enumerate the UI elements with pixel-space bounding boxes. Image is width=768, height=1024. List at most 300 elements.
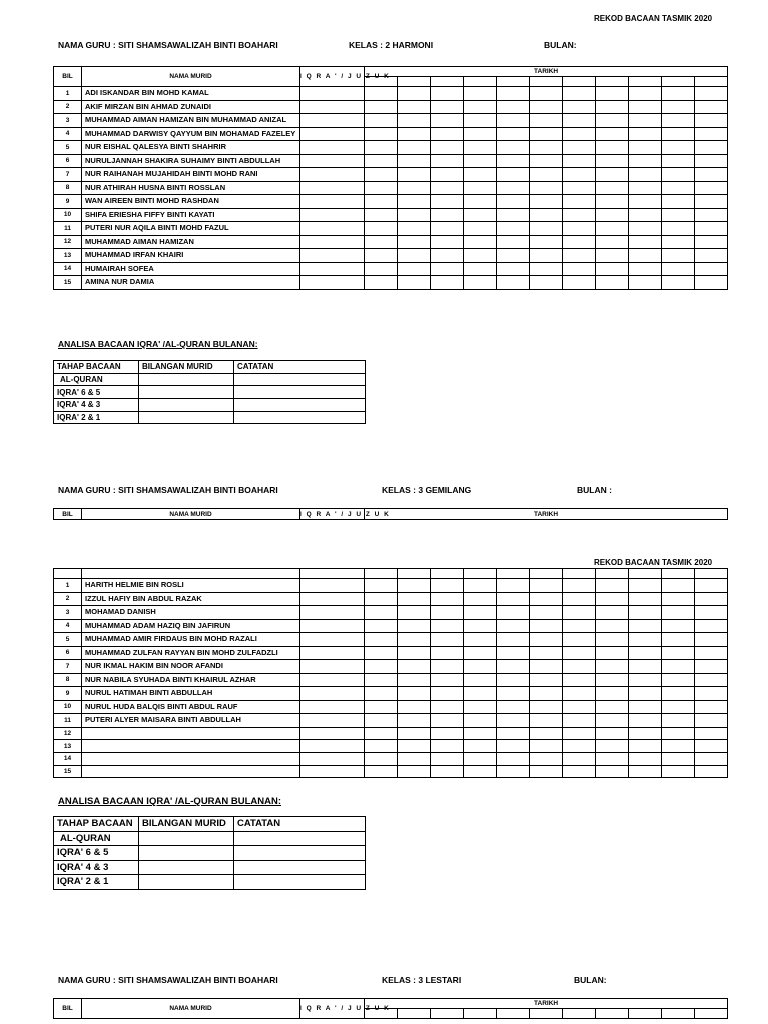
date-cell[interactable] (563, 660, 596, 674)
date-cell[interactable] (695, 276, 728, 290)
count-cell[interactable] (139, 846, 234, 861)
date-cell[interactable] (464, 262, 497, 276)
date-cell[interactable] (695, 660, 728, 674)
date-cell[interactable] (431, 592, 464, 606)
date-cell[interactable] (464, 687, 497, 701)
date-cell[interactable] (563, 752, 596, 765)
date-cell[interactable] (695, 222, 728, 236)
date-cell[interactable] (629, 1009, 662, 1019)
date-cell[interactable] (464, 727, 497, 740)
date-cell[interactable] (596, 262, 629, 276)
count-cell[interactable] (139, 373, 234, 386)
iqra-cell[interactable] (300, 727, 365, 740)
date-cell[interactable] (629, 646, 662, 660)
date-cell[interactable] (596, 154, 629, 168)
date-cell[interactable] (464, 700, 497, 714)
date-cell[interactable] (398, 127, 431, 141)
date-cell[interactable] (629, 168, 662, 182)
date-cell[interactable] (497, 740, 530, 753)
date-cell[interactable] (497, 687, 530, 701)
date-cell[interactable] (596, 249, 629, 263)
date-cell[interactable] (365, 127, 398, 141)
date-cell[interactable] (629, 619, 662, 633)
date-cell[interactable] (596, 87, 629, 101)
date-cell[interactable] (695, 208, 728, 222)
date-cell[interactable] (662, 154, 695, 168)
date-cell[interactable] (497, 249, 530, 263)
date-cell[interactable] (497, 633, 530, 647)
date-cell[interactable] (398, 77, 431, 87)
date-cell[interactable] (662, 276, 695, 290)
date-cell[interactable] (497, 569, 530, 579)
date-cell[interactable] (365, 222, 398, 236)
date-cell[interactable] (431, 222, 464, 236)
iqra-cell[interactable] (300, 195, 365, 209)
date-cell[interactable] (497, 765, 530, 778)
count-cell[interactable] (139, 860, 234, 875)
date-cell[interactable] (563, 1009, 596, 1019)
date-cell[interactable] (662, 100, 695, 114)
date-cell[interactable] (596, 633, 629, 647)
date-cell[interactable] (365, 592, 398, 606)
date-cell[interactable] (563, 646, 596, 660)
date-cell[interactable] (530, 687, 563, 701)
date-cell[interactable] (398, 195, 431, 209)
notes-cell[interactable] (234, 875, 366, 890)
date-cell[interactable] (431, 154, 464, 168)
iqra-cell[interactable] (300, 181, 365, 195)
date-cell[interactable] (497, 208, 530, 222)
date-cell[interactable] (662, 181, 695, 195)
iqra-cell[interactable] (300, 235, 365, 249)
date-cell[interactable] (629, 249, 662, 263)
date-cell[interactable] (695, 1009, 728, 1019)
date-cell[interactable] (398, 208, 431, 222)
date-cell[interactable] (629, 154, 662, 168)
notes-cell[interactable] (234, 373, 366, 386)
count-cell[interactable] (139, 386, 234, 399)
date-cell[interactable] (365, 141, 398, 155)
date-cell[interactable] (629, 673, 662, 687)
iqra-cell[interactable] (300, 633, 365, 647)
date-cell[interactable] (563, 619, 596, 633)
date-cell[interactable] (398, 87, 431, 101)
date-cell[interactable] (365, 579, 398, 593)
date-cell[interactable] (530, 127, 563, 141)
date-cell[interactable] (662, 660, 695, 674)
date-cell[interactable] (365, 569, 398, 579)
date-cell[interactable] (596, 592, 629, 606)
iqra-cell[interactable] (300, 87, 365, 101)
date-cell[interactable] (431, 633, 464, 647)
date-cell[interactable] (464, 579, 497, 593)
date-cell[interactable] (365, 752, 398, 765)
date-cell[interactable] (563, 673, 596, 687)
date-cell[interactable] (464, 77, 497, 87)
date-cell[interactable] (662, 619, 695, 633)
date-cell[interactable] (596, 687, 629, 701)
date-cell[interactable] (398, 181, 431, 195)
date-cell[interactable] (596, 619, 629, 633)
date-cell[interactable] (398, 249, 431, 263)
date-cell[interactable] (695, 141, 728, 155)
date-cell[interactable] (695, 687, 728, 701)
date-cell[interactable] (629, 752, 662, 765)
date-cell[interactable] (365, 181, 398, 195)
date-cell[interactable] (563, 77, 596, 87)
date-cell[interactable] (629, 727, 662, 740)
date-cell[interactable] (695, 87, 728, 101)
date-cell[interactable] (563, 740, 596, 753)
date-cell[interactable] (662, 235, 695, 249)
date-cell[interactable] (365, 740, 398, 753)
date-cell[interactable] (695, 127, 728, 141)
date-cell[interactable] (530, 222, 563, 236)
date-cell[interactable] (530, 592, 563, 606)
date-cell[interactable] (464, 154, 497, 168)
date-cell[interactable] (662, 700, 695, 714)
date-cell[interactable] (596, 606, 629, 620)
date-cell[interactable] (695, 592, 728, 606)
date-cell[interactable] (398, 727, 431, 740)
date-cell[interactable] (497, 592, 530, 606)
date-cell[interactable] (695, 262, 728, 276)
date-cell[interactable] (563, 606, 596, 620)
iqra-cell[interactable] (300, 114, 365, 128)
date-cell[interactable] (464, 765, 497, 778)
date-cell[interactable] (662, 1009, 695, 1019)
date-cell[interactable] (530, 114, 563, 128)
date-cell[interactable] (464, 141, 497, 155)
date-cell[interactable] (563, 765, 596, 778)
date-cell[interactable] (365, 673, 398, 687)
date-cell[interactable] (398, 700, 431, 714)
date-cell[interactable] (398, 687, 431, 701)
date-cell[interactable] (629, 569, 662, 579)
date-cell[interactable] (431, 1009, 464, 1019)
date-cell[interactable] (563, 276, 596, 290)
date-cell[interactable] (662, 222, 695, 236)
date-cell[interactable] (464, 673, 497, 687)
date-cell[interactable] (629, 276, 662, 290)
date-cell[interactable] (662, 606, 695, 620)
date-cell[interactable] (497, 1009, 530, 1019)
date-cell[interactable] (662, 208, 695, 222)
date-cell[interactable] (596, 765, 629, 778)
date-cell[interactable] (596, 168, 629, 182)
date-cell[interactable] (431, 276, 464, 290)
iqra-cell[interactable] (300, 660, 365, 674)
date-cell[interactable] (563, 87, 596, 101)
date-cell[interactable] (563, 222, 596, 236)
date-cell[interactable] (563, 249, 596, 263)
date-cell[interactable] (431, 765, 464, 778)
date-cell[interactable] (464, 249, 497, 263)
date-cell[interactable] (497, 262, 530, 276)
date-cell[interactable] (629, 208, 662, 222)
date-cell[interactable] (563, 100, 596, 114)
date-cell[interactable] (563, 633, 596, 647)
date-cell[interactable] (662, 765, 695, 778)
date-cell[interactable] (464, 606, 497, 620)
date-cell[interactable] (662, 87, 695, 101)
date-cell[interactable] (629, 77, 662, 87)
date-cell[interactable] (464, 752, 497, 765)
date-cell[interactable] (563, 181, 596, 195)
date-cell[interactable] (596, 127, 629, 141)
date-cell[interactable] (464, 646, 497, 660)
date-cell[interactable] (497, 77, 530, 87)
date-cell[interactable] (497, 727, 530, 740)
date-cell[interactable] (530, 660, 563, 674)
date-cell[interactable] (398, 714, 431, 728)
notes-cell[interactable] (234, 831, 366, 846)
date-cell[interactable] (662, 579, 695, 593)
date-cell[interactable] (464, 181, 497, 195)
date-cell[interactable] (464, 714, 497, 728)
date-cell[interactable] (662, 262, 695, 276)
date-cell[interactable] (398, 262, 431, 276)
date-cell[interactable] (662, 727, 695, 740)
date-cell[interactable] (365, 727, 398, 740)
date-cell[interactable] (365, 154, 398, 168)
date-cell[interactable] (398, 235, 431, 249)
date-cell[interactable] (365, 249, 398, 263)
date-cell[interactable] (398, 740, 431, 753)
date-cell[interactable] (398, 154, 431, 168)
date-cell[interactable] (695, 195, 728, 209)
date-cell[interactable] (398, 1009, 431, 1019)
date-cell[interactable] (662, 714, 695, 728)
date-cell[interactable] (530, 276, 563, 290)
date-cell[interactable] (695, 714, 728, 728)
date-cell[interactable] (365, 646, 398, 660)
date-cell[interactable] (530, 752, 563, 765)
date-cell[interactable] (464, 114, 497, 128)
date-cell[interactable] (464, 592, 497, 606)
date-cell[interactable] (365, 235, 398, 249)
date-cell[interactable] (563, 714, 596, 728)
date-cell[interactable] (398, 579, 431, 593)
notes-cell[interactable] (234, 399, 366, 412)
date-cell[interactable] (629, 195, 662, 209)
date-cell[interactable] (365, 633, 398, 647)
date-cell[interactable] (431, 619, 464, 633)
date-cell[interactable] (695, 606, 728, 620)
date-cell[interactable] (497, 700, 530, 714)
date-cell[interactable] (365, 208, 398, 222)
date-cell[interactable] (662, 77, 695, 87)
date-cell[interactable] (398, 569, 431, 579)
date-cell[interactable] (497, 646, 530, 660)
date-cell[interactable] (497, 100, 530, 114)
date-cell[interactable] (530, 249, 563, 263)
date-cell[interactable] (431, 114, 464, 128)
date-cell[interactable] (464, 1009, 497, 1019)
date-cell[interactable] (497, 619, 530, 633)
date-cell[interactable] (596, 673, 629, 687)
iqra-cell[interactable] (300, 687, 365, 701)
date-cell[interactable] (530, 262, 563, 276)
date-cell[interactable] (398, 168, 431, 182)
date-cell[interactable] (398, 276, 431, 290)
date-cell[interactable] (530, 1009, 563, 1019)
date-cell[interactable] (662, 249, 695, 263)
date-cell[interactable] (629, 714, 662, 728)
date-cell[interactable] (431, 77, 464, 87)
date-cell[interactable] (398, 222, 431, 236)
date-cell[interactable] (365, 660, 398, 674)
iqra-cell[interactable] (300, 606, 365, 620)
date-cell[interactable] (563, 700, 596, 714)
date-cell[interactable] (398, 765, 431, 778)
date-cell[interactable] (629, 740, 662, 753)
date-cell[interactable] (662, 114, 695, 128)
date-cell[interactable] (563, 127, 596, 141)
date-cell[interactable] (365, 87, 398, 101)
date-cell[interactable] (596, 569, 629, 579)
notes-cell[interactable] (234, 860, 366, 875)
date-cell[interactable] (530, 100, 563, 114)
date-cell[interactable] (662, 168, 695, 182)
date-cell[interactable] (695, 569, 728, 579)
date-cell[interactable] (398, 646, 431, 660)
date-cell[interactable] (431, 752, 464, 765)
iqra-cell[interactable] (300, 208, 365, 222)
date-cell[interactable] (497, 87, 530, 101)
date-cell[interactable] (365, 276, 398, 290)
date-cell[interactable] (431, 727, 464, 740)
date-cell[interactable] (596, 276, 629, 290)
date-cell[interactable] (662, 752, 695, 765)
date-cell[interactable] (596, 579, 629, 593)
iqra-cell[interactable] (300, 154, 365, 168)
date-cell[interactable] (563, 727, 596, 740)
notes-cell[interactable] (234, 386, 366, 399)
date-cell[interactable] (530, 154, 563, 168)
date-cell[interactable] (530, 569, 563, 579)
date-cell[interactable] (497, 195, 530, 209)
notes-cell[interactable] (234, 846, 366, 861)
notes-cell[interactable] (234, 411, 366, 424)
date-cell[interactable] (464, 127, 497, 141)
date-cell[interactable] (629, 114, 662, 128)
date-cell[interactable] (563, 208, 596, 222)
date-cell[interactable] (596, 660, 629, 674)
date-cell[interactable] (497, 579, 530, 593)
date-cell[interactable] (365, 262, 398, 276)
date-cell[interactable] (629, 765, 662, 778)
date-cell[interactable] (596, 77, 629, 87)
date-cell[interactable] (596, 1009, 629, 1019)
date-cell[interactable] (464, 660, 497, 674)
date-cell[interactable] (530, 168, 563, 182)
date-cell[interactable] (629, 700, 662, 714)
date-cell[interactable] (398, 619, 431, 633)
date-cell[interactable] (695, 181, 728, 195)
date-cell[interactable] (629, 100, 662, 114)
date-cell[interactable] (431, 579, 464, 593)
date-cell[interactable] (365, 700, 398, 714)
date-cell[interactable] (695, 752, 728, 765)
date-cell[interactable] (431, 127, 464, 141)
date-cell[interactable] (695, 765, 728, 778)
count-cell[interactable] (139, 399, 234, 412)
iqra-cell[interactable] (300, 752, 365, 765)
date-cell[interactable] (563, 168, 596, 182)
iqra-cell[interactable] (300, 765, 365, 778)
date-cell[interactable] (431, 646, 464, 660)
date-cell[interactable] (365, 619, 398, 633)
date-cell[interactable] (530, 633, 563, 647)
iqra-cell[interactable] (300, 700, 365, 714)
date-cell[interactable] (398, 606, 431, 620)
date-cell[interactable] (464, 168, 497, 182)
date-cell[interactable] (497, 276, 530, 290)
date-cell[interactable] (365, 606, 398, 620)
date-cell[interactable] (398, 673, 431, 687)
iqra-cell[interactable] (300, 100, 365, 114)
date-cell[interactable] (530, 727, 563, 740)
date-cell[interactable] (464, 87, 497, 101)
date-cell[interactable] (629, 633, 662, 647)
date-cell[interactable] (431, 660, 464, 674)
date-cell[interactable] (629, 606, 662, 620)
date-cell[interactable] (431, 700, 464, 714)
iqra-cell[interactable] (300, 619, 365, 633)
date-cell[interactable] (464, 235, 497, 249)
date-cell[interactable] (596, 752, 629, 765)
date-cell[interactable] (398, 660, 431, 674)
date-cell[interactable] (497, 114, 530, 128)
date-cell[interactable] (530, 579, 563, 593)
iqra-cell[interactable] (300, 673, 365, 687)
date-cell[interactable] (563, 195, 596, 209)
date-cell[interactable] (398, 752, 431, 765)
iqra-cell[interactable] (300, 579, 365, 593)
date-cell[interactable] (695, 249, 728, 263)
count-cell[interactable] (139, 875, 234, 890)
iqra-cell[interactable] (300, 276, 365, 290)
date-cell[interactable] (695, 235, 728, 249)
date-cell[interactable] (497, 222, 530, 236)
date-cell[interactable] (431, 168, 464, 182)
date-cell[interactable] (365, 100, 398, 114)
iqra-cell[interactable] (300, 222, 365, 236)
date-cell[interactable] (497, 127, 530, 141)
date-cell[interactable] (662, 740, 695, 753)
date-cell[interactable] (629, 181, 662, 195)
date-cell[interactable] (464, 569, 497, 579)
date-cell[interactable] (596, 114, 629, 128)
date-cell[interactable] (629, 235, 662, 249)
date-cell[interactable] (530, 765, 563, 778)
date-cell[interactable] (662, 195, 695, 209)
date-cell[interactable] (464, 222, 497, 236)
date-cell[interactable] (695, 727, 728, 740)
date-cell[interactable] (662, 646, 695, 660)
date-cell[interactable] (431, 141, 464, 155)
date-cell[interactable] (629, 262, 662, 276)
date-cell[interactable] (629, 141, 662, 155)
date-cell[interactable] (464, 208, 497, 222)
iqra-cell[interactable] (300, 127, 365, 141)
date-cell[interactable] (662, 687, 695, 701)
iqra-cell[interactable] (300, 262, 365, 276)
date-cell[interactable] (530, 740, 563, 753)
date-cell[interactable] (629, 660, 662, 674)
date-cell[interactable] (431, 673, 464, 687)
